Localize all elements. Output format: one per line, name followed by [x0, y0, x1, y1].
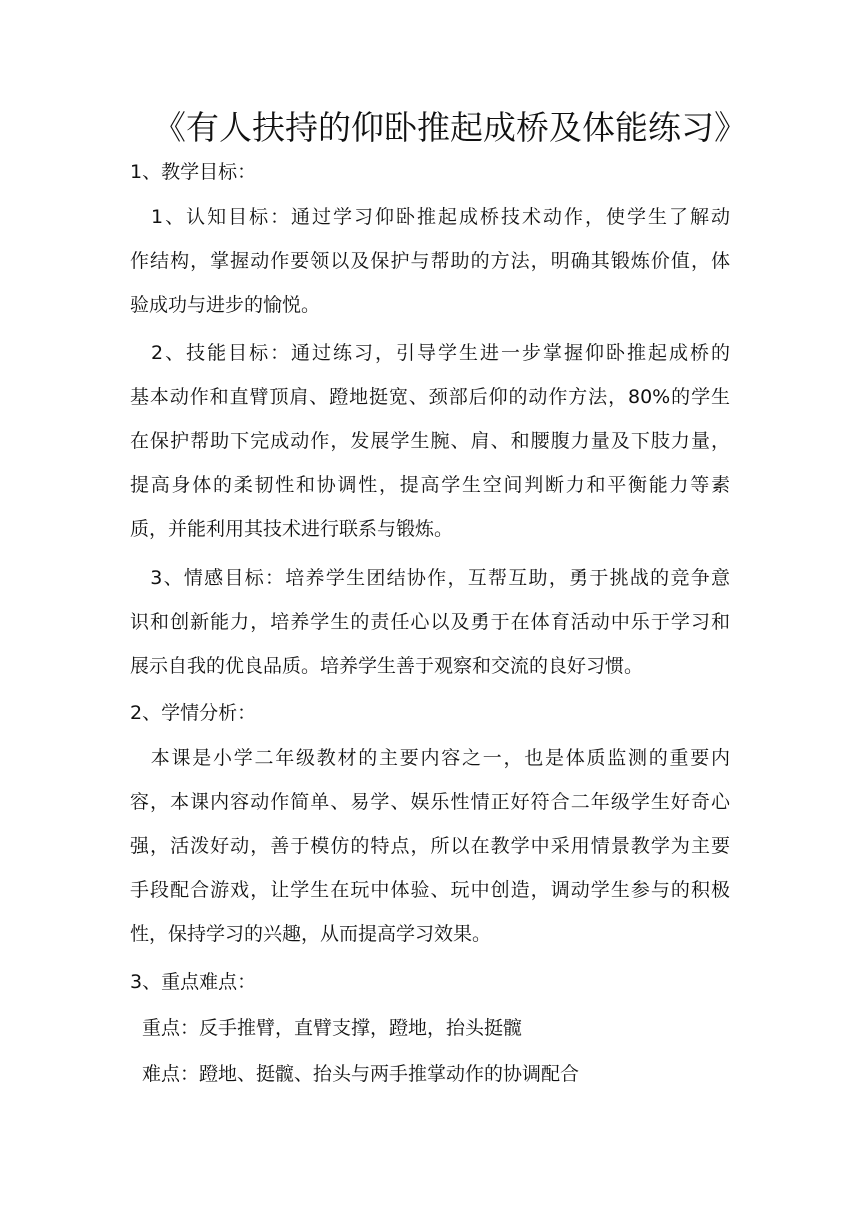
paragraph-line: 强，活泼好动，善于模仿的特点，所以在教学中采用情景教学为主要	[130, 835, 730, 857]
paragraph-line: 容，本课内容动作简单、易学、娱乐性情正好符合二年级学生好奇心	[130, 791, 730, 813]
key-point-line: 重点：反手推臂，直臂支撑，蹬地，抬头挺髋	[142, 1017, 523, 1039]
paragraph-line: 验成功与进步的愉悦。	[130, 294, 321, 316]
paragraph-line: 基本动作和直臂顶肩、蹬地挺宽、颈部后仰的动作方法，80%的学生	[130, 386, 730, 408]
heading-key-points: 3、重点难点：	[130, 971, 257, 993]
document-title: 《有人扶持的仰卧推起成桥及体能练习》	[153, 108, 747, 147]
paragraph-line: 识和创新能力，培养学生的责任心以及勇于在体育活动中乐于学习和	[130, 611, 730, 633]
heading-student-analysis: 2、学情分析：	[130, 702, 257, 724]
paragraph-line: 展示自我的优良品质。培养学生善于观察和交流的良好习惯。	[130, 655, 644, 677]
paragraph-line: 3、情感目标：培养学生团结协作，互帮互助，勇于挑战的竞争意	[130, 567, 730, 589]
paragraph-line: 性，保持学习的兴趣，从而提高学习效果。	[130, 923, 492, 945]
paragraph-line: 2、技能目标：通过练习，引导学生进一步掌握仰卧推起成桥的	[130, 342, 730, 364]
paragraph-line: 本课是小学二年级教材的主要内容之一，也是体质监测的重要内	[130, 747, 730, 769]
difficulty-line: 难点：蹬地、挺髋、抬头与两手推掌动作的协调配合	[142, 1063, 580, 1085]
heading-teaching-goals: 1、教学目标：	[130, 161, 257, 183]
paragraph-line: 1、认知目标：通过学习仰卧推起成桥技术动作，使学生了解动	[130, 206, 730, 228]
paragraph-line: 在保护帮助下完成动作，发展学生腕、肩、和腰腹力量及下肢力量，	[130, 430, 730, 452]
paragraph-line: 作结构，掌握动作要领以及保护与帮助的方法，明确其锻炼价值，体	[130, 250, 730, 272]
paragraph-line: 手段配合游戏，让学生在玩中体验、玩中创造，调动学生参与的积极	[130, 879, 730, 901]
paragraph-line: 提高身体的柔韧性和协调性，提高学生空间判断力和平衡能力等素	[130, 474, 730, 496]
paragraph-line: 质，并能利用其技术进行联系与锻炼。	[130, 518, 454, 540]
